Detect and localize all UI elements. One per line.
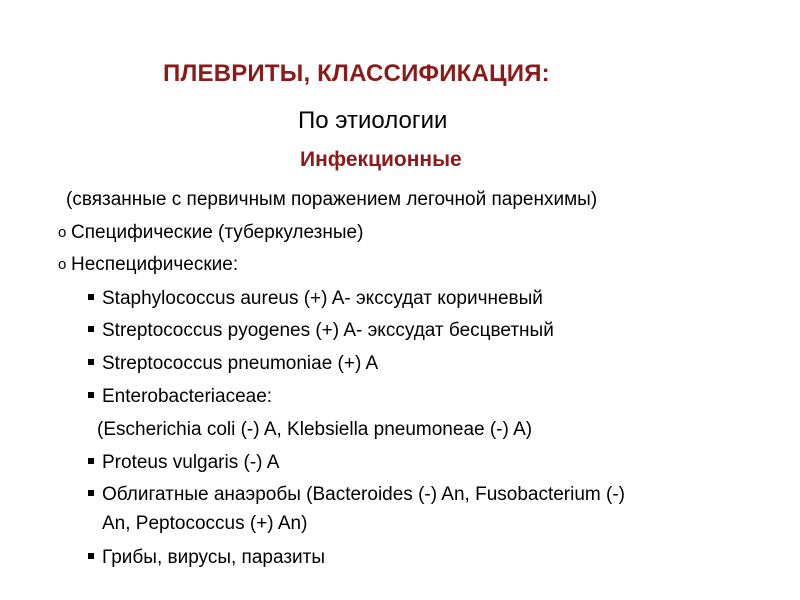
square-bullet-icon — [88, 359, 94, 365]
list-item-label: Enterobacteriaceae: — [102, 386, 273, 407]
slide-title: ПЛЕВРИТЫ, КЛАССИФИКАЦИЯ: — [163, 60, 550, 87]
list-item-staphylococcus — [88, 288, 543, 310]
circle-bullet-icon: o — [58, 224, 67, 241]
list-item-anaerobes-continued: An, Peptococcus (+) An) — [102, 513, 308, 534]
list-item-label: Специфические (туберкулезные) — [71, 222, 364, 243]
list-item-label: Грибы, вирусы, паразиты — [102, 547, 326, 568]
list-item-nonspecific — [58, 254, 238, 276]
category-note: (связанные с первичным поражением легочной паренхимы) — [66, 189, 598, 210]
circle-bullet-icon: o — [58, 256, 67, 273]
list-item-label: Облигатные анаэробы (Bacteroides (-) An, Fusobacterium (-) — [102, 484, 626, 505]
list-item-proteus — [88, 452, 279, 474]
list-item-label: Staphylococcus aureus (+) A- экссудат коричневый — [102, 288, 543, 309]
list-item-label: Streptococcus pneumoniae (+) A — [102, 353, 379, 374]
list-item-streptococcus-pneumoniae — [88, 353, 378, 375]
list-item-label: Неспецифические: — [71, 254, 239, 275]
square-bullet-icon — [88, 490, 94, 496]
list-item-streptococcus-pyogenes — [88, 320, 554, 342]
list-item-label: Proteus vulgaris (-) A — [102, 452, 280, 473]
list-item-specific — [58, 222, 363, 244]
list-item-fungi-viruses — [88, 547, 325, 569]
square-bullet-icon — [88, 294, 94, 300]
list-item-anaerobes — [88, 484, 625, 506]
square-bullet-icon — [88, 553, 94, 559]
square-bullet-icon — [88, 326, 94, 332]
list-item-enterobacteriaceae — [88, 386, 272, 408]
square-bullet-icon — [88, 392, 94, 398]
list-item-label: Streptococcus pyogenes (+) A- экссудат бесцветный — [102, 320, 554, 341]
slide-subtitle: По этиологии — [298, 107, 448, 134]
square-bullet-icon — [88, 458, 94, 464]
list-item-enterobacteriaceae-detail: (Escherichia coli (-) A, Klebsiella pneumoneae (-) A) — [97, 419, 533, 440]
category-heading: Инфекционные — [300, 148, 462, 171]
